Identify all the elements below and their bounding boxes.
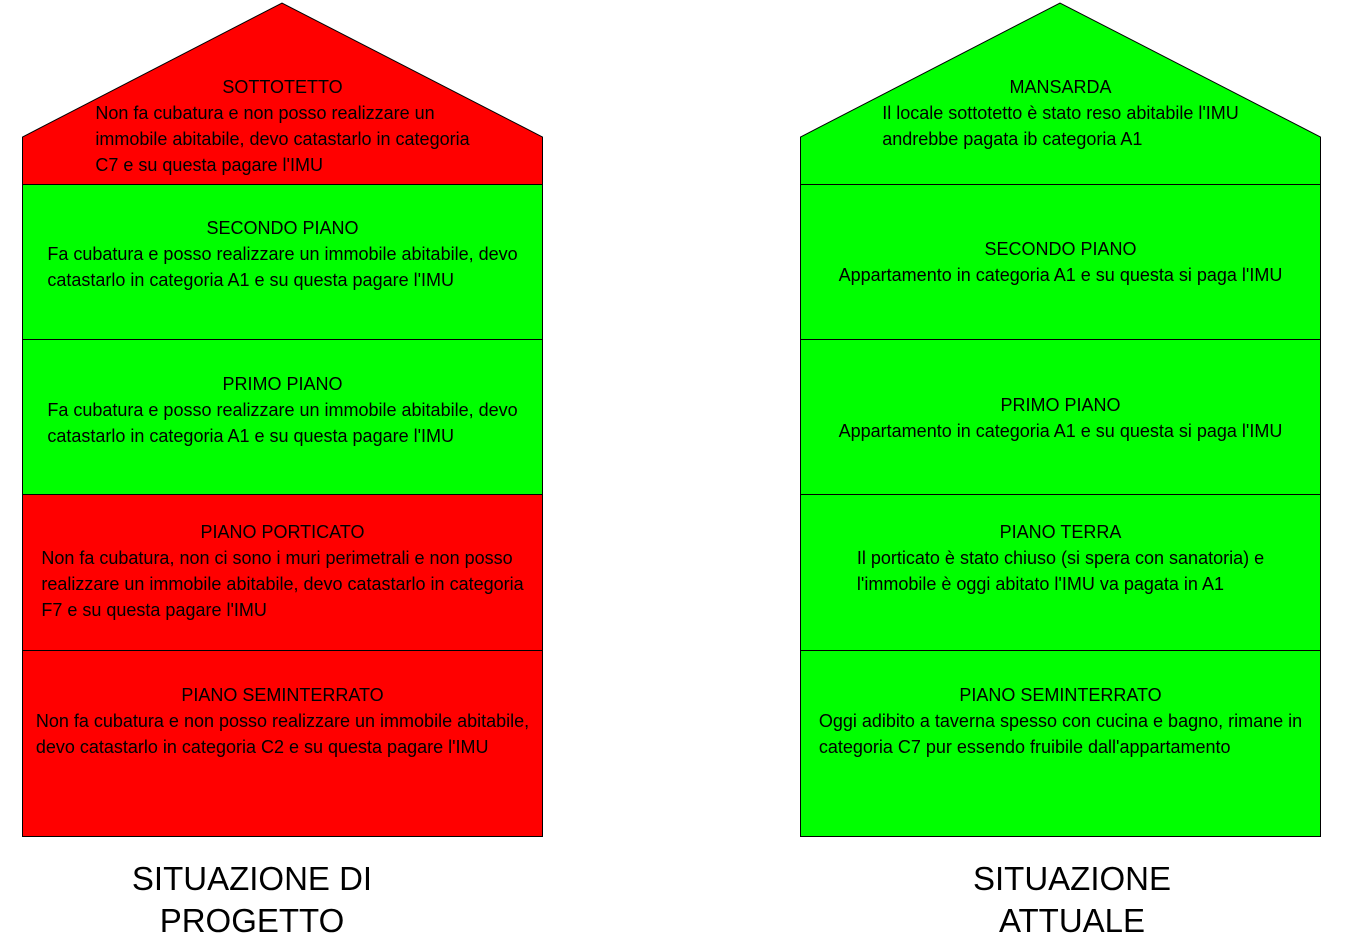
floor-description: Fa cubatura e posso realizzare un immobile abitabile, devo catastarlo in categoria A1 e su questa pagare l'IMU: [47, 400, 518, 446]
house-progetto: [22, 0, 543, 935]
floor-description: Oggi adibito a taverna spesso con cucina e bagno, rimane in categoria C7 pur essendo fruibile dall'appartamento: [818, 711, 1303, 757]
floor-description: Non fa cubatura, non ci sono i muri perimetrali e non posso realizzare un immobile abitabile, devo catastarlo in categoria F7 e su questa pagare l'IMU: [41, 548, 524, 620]
floor-title: PIANO SEMINTERRATO: [959, 685, 1162, 705]
roof-description: Il locale sottotetto è stato reso abitabile l'IMU andrebbe pagata ib categoria A1: [882, 103, 1239, 149]
floor-piano-terra: [800, 494, 1321, 675]
floor-description: Fa cubatura e posso realizzare un immobile abitabile, devo catastarlo in categoria A1 e su questa pagare l'IMU: [47, 244, 518, 290]
floor-description: Appartamento in categoria A1 e su questa si paga l'IMU: [838, 421, 1283, 441]
roof-description: Non fa cubatura e non posso realizzare un immobile abitabile, devo catastarlo in categoria C7 e su questa pagare l'IMU: [95, 103, 470, 175]
roof-sottotetto: [22, 0, 543, 186]
floor-piano-seminterrato: [800, 650, 1321, 837]
caption-situazione-progetto: SITUAZIONE DI PROGETTO: [131, 860, 373, 939]
roof-title: SOTTOTETTO: [222, 77, 343, 97]
roof-mansarda: [800, 0, 1321, 186]
roof-title: MANSARDA: [1009, 77, 1112, 97]
house-attuale: [800, 0, 1321, 935]
floor-description: Non fa cubatura e non posso realizzare un immobile abitabile, devo catastarlo in categoria C2 e su questa pagare l'IMU: [35, 711, 530, 757]
floor-piano-seminterrato: [22, 650, 543, 837]
floor-title: PIANO PORTICATO: [200, 522, 365, 542]
floor-title: SECONDO PIANO: [984, 239, 1137, 259]
caption-situazione-attuale: SITUAZIONE ATTUALE: [972, 860, 1172, 939]
floor-title: PRIMO PIANO: [222, 374, 343, 394]
floor-description: Appartamento in categoria A1 e su questa si paga l'IMU: [838, 265, 1283, 285]
floor-title: SECONDO PIANO: [206, 218, 359, 238]
floor-title: PRIMO PIANO: [1000, 395, 1121, 415]
floor-piano-porticato: [22, 494, 543, 675]
floor-title: PIANO SEMINTERRATO: [181, 685, 384, 705]
floor-title: PIANO TERRA: [999, 522, 1122, 542]
floor-description: Il porticato è stato chiuso (si spera con sanatoria) e l'immobile è oggi abitato l'IMU va pagata in A1: [856, 548, 1265, 594]
